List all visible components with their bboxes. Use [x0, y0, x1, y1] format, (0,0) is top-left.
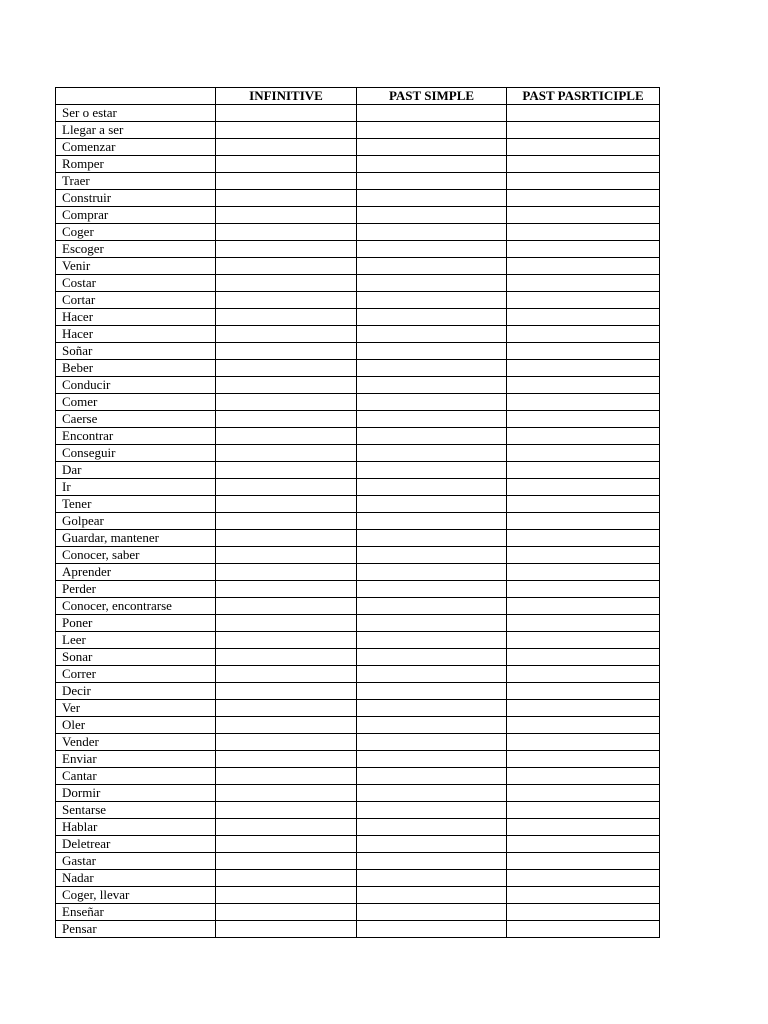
past-participle-cell[interactable] — [507, 394, 660, 411]
table-row — [56, 564, 660, 581]
past-simple-cell[interactable] — [357, 156, 507, 173]
spanish-verb-cell: Caerse — [56, 411, 216, 428]
infinitive-cell[interactable] — [216, 819, 357, 836]
past-simple-cell[interactable] — [357, 224, 507, 241]
past-simple-cell[interactable] — [357, 887, 507, 904]
spanish-verb-cell: Llegar a ser — [56, 122, 216, 139]
infinitive-cell[interactable] — [216, 241, 357, 258]
spanish-verb-cell: Oler — [56, 717, 216, 734]
past-participle-cell[interactable] — [507, 887, 660, 904]
spanish-verb-cell: Perder — [56, 581, 216, 598]
past-simple-cell[interactable] — [357, 785, 507, 802]
infinitive-cell[interactable] — [216, 445, 357, 462]
past-simple-cell[interactable] — [357, 530, 507, 547]
table-row — [56, 632, 660, 649]
past-participle-cell[interactable] — [507, 564, 660, 581]
past-simple-cell[interactable] — [357, 343, 507, 360]
past-participle-cell[interactable] — [507, 258, 660, 275]
spanish-verb-cell: Guardar, mantener — [56, 530, 216, 547]
spanish-verb-cell: Conocer, encontrarse — [56, 598, 216, 615]
spanish-verb-cell: Enseñar — [56, 904, 216, 921]
spanish-verb-cell: Encontrar — [56, 428, 216, 445]
infinitive-cell[interactable] — [216, 122, 357, 139]
past-simple-cell[interactable] — [357, 462, 507, 479]
header-row — [56, 88, 660, 105]
spanish-verb-cell: Coger, llevar — [56, 887, 216, 904]
past-simple-cell[interactable] — [357, 666, 507, 683]
past-simple-cell[interactable] — [357, 853, 507, 870]
table-row — [56, 598, 660, 615]
past-simple-cell[interactable] — [357, 547, 507, 564]
infinitive-cell[interactable] — [216, 717, 357, 734]
table-row — [56, 581, 660, 598]
spanish-verb-cell: Coger — [56, 224, 216, 241]
table-row — [56, 649, 660, 666]
past-participle-cell[interactable] — [507, 275, 660, 292]
table-row — [56, 751, 660, 768]
infinitive-cell[interactable] — [216, 496, 357, 513]
past-simple-cell[interactable] — [357, 326, 507, 343]
infinitive-cell[interactable] — [216, 275, 357, 292]
infinitive-cell[interactable] — [216, 836, 357, 853]
infinitive-cell[interactable] — [216, 802, 357, 819]
table-row — [56, 411, 660, 428]
past-participle-cell[interactable] — [507, 496, 660, 513]
table-row — [56, 428, 660, 445]
spanish-verb-cell: Sonar — [56, 649, 216, 666]
infinitive-cell[interactable] — [216, 105, 357, 122]
past-participle-cell[interactable] — [507, 598, 660, 615]
past-simple-cell[interactable] — [357, 734, 507, 751]
past-participle-cell[interactable] — [507, 479, 660, 496]
infinitive-cell[interactable] — [216, 207, 357, 224]
infinitive-cell[interactable] — [216, 564, 357, 581]
past-participle-cell[interactable] — [507, 734, 660, 751]
table-row — [56, 275, 660, 292]
spanish-verb-cell: Construir — [56, 190, 216, 207]
table-row — [56, 241, 660, 258]
spanish-verb-cell: Comer — [56, 394, 216, 411]
verb-worksheet — [55, 87, 659, 938]
infinitive-cell[interactable] — [216, 224, 357, 241]
spanish-verb-cell: Nadar — [56, 870, 216, 887]
past-participle-cell[interactable] — [507, 207, 660, 224]
table-row — [56, 547, 660, 564]
infinitive-cell[interactable] — [216, 887, 357, 904]
table-row — [56, 224, 660, 241]
infinitive-cell[interactable] — [216, 598, 357, 615]
table-row — [56, 105, 660, 122]
table-row — [56, 904, 660, 921]
infinitive-cell[interactable] — [216, 343, 357, 360]
spanish-verb-cell: Soñar — [56, 343, 216, 360]
spanish-verb-cell: Hacer — [56, 309, 216, 326]
table-row — [56, 394, 660, 411]
infinitive-cell[interactable] — [216, 156, 357, 173]
past-participle-cell[interactable] — [507, 360, 660, 377]
past-simple-cell[interactable] — [357, 598, 507, 615]
past-participle-cell[interactable] — [507, 513, 660, 530]
table-row — [56, 734, 660, 751]
table-row — [56, 309, 660, 326]
spanish-verb-cell: Conocer, saber — [56, 547, 216, 564]
infinitive-cell[interactable] — [216, 258, 357, 275]
past-participle-cell[interactable] — [507, 904, 660, 921]
spanish-verb-cell: Deletrear — [56, 836, 216, 853]
past-participle-cell[interactable] — [507, 462, 660, 479]
past-simple-cell[interactable] — [357, 581, 507, 598]
infinitive-cell[interactable] — [216, 513, 357, 530]
past-participle-cell[interactable] — [507, 445, 660, 462]
table-row — [56, 513, 660, 530]
past-simple-cell[interactable] — [357, 445, 507, 462]
past-participle-cell[interactable] — [507, 343, 660, 360]
table-row — [56, 819, 660, 836]
table-row — [56, 802, 660, 819]
past-simple-cell[interactable] — [357, 921, 507, 938]
table-row — [56, 887, 660, 904]
infinitive-cell[interactable] — [216, 547, 357, 564]
infinitive-cell[interactable] — [216, 360, 357, 377]
table-row — [56, 207, 660, 224]
past-participle-cell[interactable] — [507, 173, 660, 190]
past-participle-cell[interactable] — [507, 819, 660, 836]
infinitive-cell[interactable] — [216, 768, 357, 785]
past-simple-cell[interactable] — [357, 173, 507, 190]
spanish-verb-cell: Tener — [56, 496, 216, 513]
spanish-verb-cell: Traer — [56, 173, 216, 190]
infinitive-cell[interactable] — [216, 326, 357, 343]
table-row — [56, 496, 660, 513]
past-simple-cell[interactable] — [357, 190, 507, 207]
table-row — [56, 836, 660, 853]
past-participle-cell[interactable] — [507, 139, 660, 156]
past-participle-cell[interactable] — [507, 241, 660, 258]
infinitive-cell[interactable] — [216, 870, 357, 887]
spanish-verb-cell: Hablar — [56, 819, 216, 836]
past-simple-cell[interactable] — [357, 139, 507, 156]
past-participle-cell[interactable] — [507, 377, 660, 394]
past-participle-cell[interactable] — [507, 190, 660, 207]
infinitive-cell[interactable] — [216, 615, 357, 632]
header-past-participle: PAST PASRTICIPLE — [507, 88, 660, 105]
past-simple-cell[interactable] — [357, 258, 507, 275]
verb-table — [55, 87, 660, 938]
past-participle-cell[interactable] — [507, 105, 660, 122]
infinitive-cell[interactable] — [216, 530, 357, 547]
spanish-verb-cell: Beber — [56, 360, 216, 377]
infinitive-cell[interactable] — [216, 292, 357, 309]
past-simple-cell[interactable] — [357, 207, 507, 224]
infinitive-cell[interactable] — [216, 377, 357, 394]
infinitive-cell[interactable] — [216, 462, 357, 479]
spanish-verb-cell: Poner — [56, 615, 216, 632]
past-simple-cell[interactable] — [357, 632, 507, 649]
past-participle-cell[interactable] — [507, 581, 660, 598]
past-participle-cell[interactable] — [507, 326, 660, 343]
past-simple-cell[interactable] — [357, 377, 507, 394]
spanish-verb-cell: Escoger — [56, 241, 216, 258]
spanish-verb-cell: Ver — [56, 700, 216, 717]
past-simple-cell[interactable] — [357, 819, 507, 836]
past-participle-cell[interactable] — [507, 547, 660, 564]
past-simple-cell[interactable] — [357, 275, 507, 292]
past-simple-cell[interactable] — [357, 309, 507, 326]
past-simple-cell[interactable] — [357, 700, 507, 717]
infinitive-cell[interactable] — [216, 428, 357, 445]
header-infinitive: INFINITIVE — [216, 88, 357, 105]
infinitive-cell[interactable] — [216, 785, 357, 802]
past-simple-cell[interactable] — [357, 122, 507, 139]
past-participle-cell[interactable] — [507, 122, 660, 139]
past-participle-cell[interactable] — [507, 921, 660, 938]
table-row — [56, 462, 660, 479]
infinitive-cell[interactable] — [216, 190, 357, 207]
past-simple-cell[interactable] — [357, 428, 507, 445]
table-row — [56, 122, 660, 139]
table-row — [56, 530, 660, 547]
past-simple-cell[interactable] — [357, 904, 507, 921]
past-participle-cell[interactable] — [507, 666, 660, 683]
past-simple-cell[interactable] — [357, 564, 507, 581]
spanish-verb-cell: Dormir — [56, 785, 216, 802]
table-row — [56, 258, 660, 275]
table-row — [56, 173, 660, 190]
spanish-verb-cell: Pensar — [56, 921, 216, 938]
past-simple-cell[interactable] — [357, 360, 507, 377]
past-simple-cell[interactable] — [357, 751, 507, 768]
table-row — [56, 666, 660, 683]
spanish-verb-cell: Vender — [56, 734, 216, 751]
past-participle-cell[interactable] — [507, 411, 660, 428]
infinitive-cell[interactable] — [216, 411, 357, 428]
past-simple-cell[interactable] — [357, 768, 507, 785]
table-row — [56, 785, 660, 802]
infinitive-cell[interactable] — [216, 632, 357, 649]
past-simple-cell[interactable] — [357, 683, 507, 700]
infinitive-cell[interactable] — [216, 700, 357, 717]
past-participle-cell[interactable] — [507, 785, 660, 802]
table-row — [56, 615, 660, 632]
past-simple-cell[interactable] — [357, 717, 507, 734]
table-row — [56, 156, 660, 173]
spanish-verb-cell: Cantar — [56, 768, 216, 785]
past-participle-cell[interactable] — [507, 700, 660, 717]
spanish-verb-cell: Dar — [56, 462, 216, 479]
spanish-verb-cell: Correr — [56, 666, 216, 683]
past-simple-cell[interactable] — [357, 513, 507, 530]
table-row — [56, 326, 660, 343]
past-simple-cell[interactable] — [357, 836, 507, 853]
table-row — [56, 870, 660, 887]
infinitive-cell[interactable] — [216, 666, 357, 683]
past-participle-cell[interactable] — [507, 717, 660, 734]
spanish-verb-cell: Costar — [56, 275, 216, 292]
past-participle-cell[interactable] — [507, 751, 660, 768]
infinitive-cell[interactable] — [216, 649, 357, 666]
table-row — [56, 921, 660, 938]
spanish-verb-cell: Leer — [56, 632, 216, 649]
infinitive-cell[interactable] — [216, 734, 357, 751]
header-past-simple: PAST SIMPLE — [357, 88, 507, 105]
past-simple-cell[interactable] — [357, 394, 507, 411]
verb-rows — [56, 105, 660, 938]
past-participle-cell[interactable] — [507, 615, 660, 632]
past-participle-cell[interactable] — [507, 428, 660, 445]
infinitive-cell[interactable] — [216, 479, 357, 496]
infinitive-cell[interactable] — [216, 904, 357, 921]
spanish-verb-cell: Hacer — [56, 326, 216, 343]
table-row — [56, 360, 660, 377]
table-row — [56, 700, 660, 717]
past-participle-cell[interactable] — [507, 530, 660, 547]
past-simple-cell[interactable] — [357, 496, 507, 513]
past-simple-cell[interactable] — [357, 411, 507, 428]
infinitive-cell[interactable] — [216, 921, 357, 938]
spanish-verb-cell: Comenzar — [56, 139, 216, 156]
spanish-verb-cell: Golpear — [56, 513, 216, 530]
spanish-verb-cell: Comprar — [56, 207, 216, 224]
table-row — [56, 190, 660, 207]
past-participle-cell[interactable] — [507, 683, 660, 700]
table-row — [56, 479, 660, 496]
infinitive-cell[interactable] — [216, 751, 357, 768]
past-simple-cell[interactable] — [357, 479, 507, 496]
spanish-verb-cell: Conducir — [56, 377, 216, 394]
table-row — [56, 377, 660, 394]
spanish-verb-cell: Decir — [56, 683, 216, 700]
spanish-verb-cell: Ser o estar — [56, 105, 216, 122]
infinitive-cell[interactable] — [216, 309, 357, 326]
infinitive-cell[interactable] — [216, 853, 357, 870]
table-row — [56, 139, 660, 156]
infinitive-cell[interactable] — [216, 683, 357, 700]
infinitive-cell[interactable] — [216, 139, 357, 156]
table-row — [56, 683, 660, 700]
past-participle-cell[interactable] — [507, 309, 660, 326]
past-participle-cell[interactable] — [507, 853, 660, 870]
table-row — [56, 853, 660, 870]
infinitive-cell[interactable] — [216, 581, 357, 598]
spanish-verb-cell: Cortar — [56, 292, 216, 309]
past-simple-cell[interactable] — [357, 615, 507, 632]
table-row — [56, 445, 660, 462]
past-participle-cell[interactable] — [507, 292, 660, 309]
past-participle-cell[interactable] — [507, 836, 660, 853]
past-simple-cell[interactable] — [357, 802, 507, 819]
past-participle-cell[interactable] — [507, 870, 660, 887]
infinitive-cell[interactable] — [216, 394, 357, 411]
spanish-verb-cell: Enviar — [56, 751, 216, 768]
past-simple-cell[interactable] — [357, 241, 507, 258]
table-row — [56, 292, 660, 309]
table-row — [56, 343, 660, 360]
past-participle-cell[interactable] — [507, 649, 660, 666]
infinitive-cell[interactable] — [216, 173, 357, 190]
past-participle-cell[interactable] — [507, 224, 660, 241]
table-row — [56, 768, 660, 785]
spanish-verb-cell: Venir — [56, 258, 216, 275]
past-simple-cell[interactable] — [357, 105, 507, 122]
spanish-verb-cell: Conseguir — [56, 445, 216, 462]
spanish-verb-cell: Sentarse — [56, 802, 216, 819]
past-participle-cell[interactable] — [507, 768, 660, 785]
spanish-verb-cell: Romper — [56, 156, 216, 173]
past-participle-cell[interactable] — [507, 632, 660, 649]
past-participle-cell[interactable] — [507, 802, 660, 819]
past-simple-cell[interactable] — [357, 292, 507, 309]
past-simple-cell[interactable] — [357, 870, 507, 887]
past-participle-cell[interactable] — [507, 156, 660, 173]
table-row — [56, 717, 660, 734]
past-simple-cell[interactable] — [357, 649, 507, 666]
spanish-verb-cell: Gastar — [56, 853, 216, 870]
spanish-verb-cell: Aprender — [56, 564, 216, 581]
header-spanish — [56, 88, 216, 105]
spanish-verb-cell: Ir — [56, 479, 216, 496]
